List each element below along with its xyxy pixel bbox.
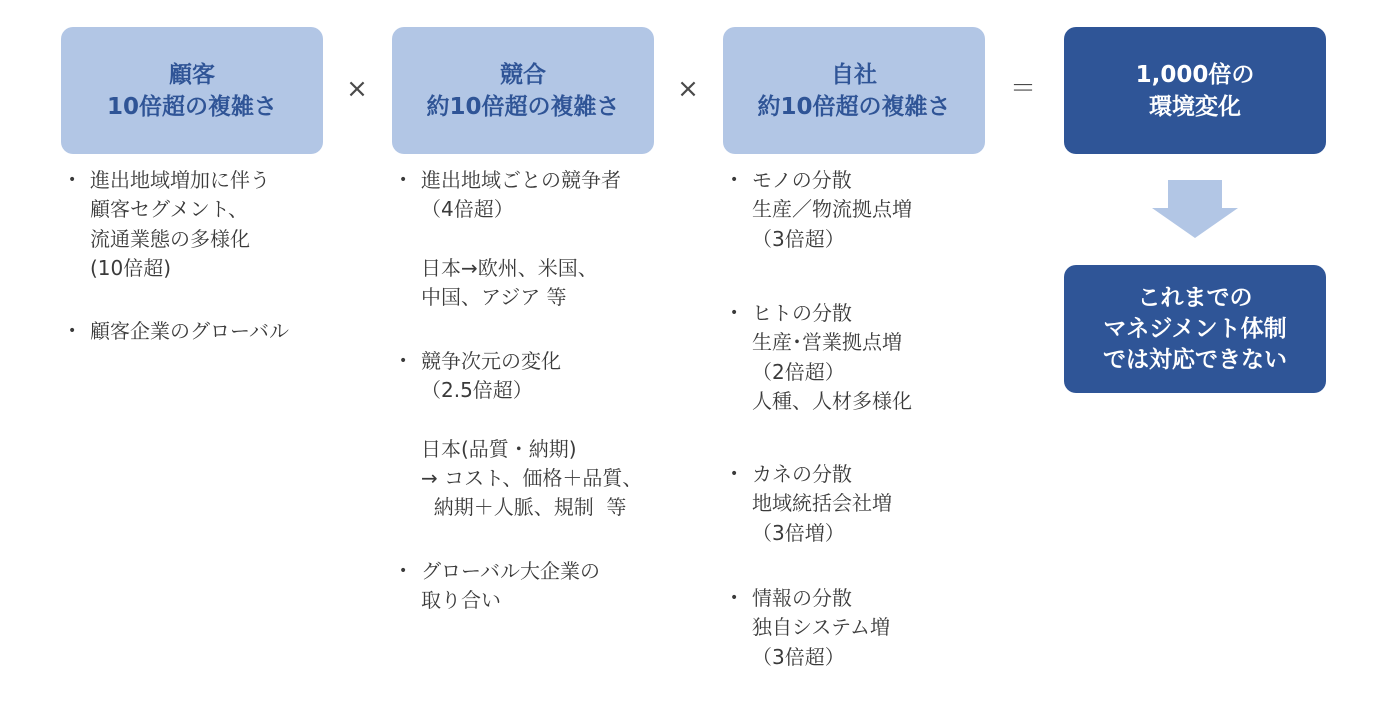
item-line: （4倍超）: [421, 197, 514, 222]
bullet: •: [730, 590, 739, 606]
company-title: 自社: [831, 61, 877, 88]
down-arrow-icon: [1150, 180, 1240, 240]
item-line: 競争次元の変化: [421, 349, 561, 373]
item-line: 地域統括会社増: [752, 491, 892, 516]
item-line: 日本→欧州、米国、: [421, 255, 598, 280]
competitor-complexity-box: [392, 27, 654, 154]
competitor-title: 競合: [500, 61, 546, 88]
item-line: 顧客セグメント、: [90, 197, 248, 222]
item-line: 人種、人材多様化: [752, 388, 912, 413]
company-complexity-box: [723, 27, 985, 154]
competitor-subtitle: 約10倍超の複雑さ: [426, 93, 620, 120]
customer-complexity-box: [61, 27, 323, 154]
item-line: カネの分散: [752, 462, 852, 486]
bullet: •: [68, 172, 77, 188]
item-line: （2倍超）: [752, 359, 845, 384]
item-line: 進出地域ごとの競争者: [421, 168, 621, 192]
item-line: （3倍超）: [752, 226, 845, 251]
item-line: 日本(品質・納期): [421, 436, 577, 461]
item-line: 情報の分散: [752, 586, 852, 610]
multiply-operator-2: ×: [677, 74, 699, 104]
bullet: •: [399, 563, 408, 579]
down-arrow-shape: [1152, 180, 1238, 238]
bullet: •: [68, 323, 77, 339]
result-line-1: 1,000倍の: [1135, 61, 1255, 88]
item-line: ヒトの分散: [752, 301, 852, 325]
bullet: •: [730, 305, 739, 321]
result-line-2: 環境変化: [1149, 93, 1241, 120]
customer-subtitle: 10倍超の複雑さ: [106, 93, 277, 120]
item-line: 進出地域増加に伴う: [90, 168, 270, 192]
item-line: 生産･営業拠点増: [752, 330, 902, 355]
environment-change-box: [1064, 27, 1326, 154]
item-line: グローバル大企業の: [421, 559, 600, 583]
item-line: [421, 406, 642, 435]
customer-title: 顧客: [169, 61, 215, 88]
bullet: •: [730, 172, 739, 188]
equals-operator: ＝: [1009, 74, 1036, 104]
conclusion-line-3: では対応できない: [1103, 346, 1287, 373]
item-line: → コスト、価格＋品質、: [421, 466, 643, 491]
item-line: 取り合い: [421, 588, 501, 613]
multiply-operator-1: ×: [346, 74, 368, 104]
item-line: (10倍超): [90, 255, 172, 280]
item-line: モノの分散: [752, 168, 852, 192]
item-line: [421, 225, 621, 254]
conclusion-box: [1064, 265, 1326, 393]
item-line: 独自システム増: [752, 615, 890, 640]
item-line: 流通業態の多様化: [90, 226, 250, 251]
item-line: 納期＋人脈、規制 等: [421, 495, 627, 520]
company-subtitle: 約10倍超の複雑さ: [757, 93, 951, 120]
item-line: （3倍超）: [752, 644, 845, 669]
bullet: •: [399, 172, 408, 188]
bullet: •: [399, 353, 408, 369]
item-line: 中国、アジア 等: [421, 285, 567, 310]
item-line: 顧客企業のグローバル: [90, 319, 289, 343]
item-line: （2.5倍超）: [421, 378, 533, 403]
bullet: •: [730, 466, 739, 482]
item-line: （3倍増）: [752, 520, 845, 545]
conclusion-line-2: マネジメント体制: [1103, 315, 1287, 342]
conclusion-line-1: これまでの: [1137, 284, 1253, 311]
item-line: 生産／物流拠点増: [752, 197, 912, 222]
